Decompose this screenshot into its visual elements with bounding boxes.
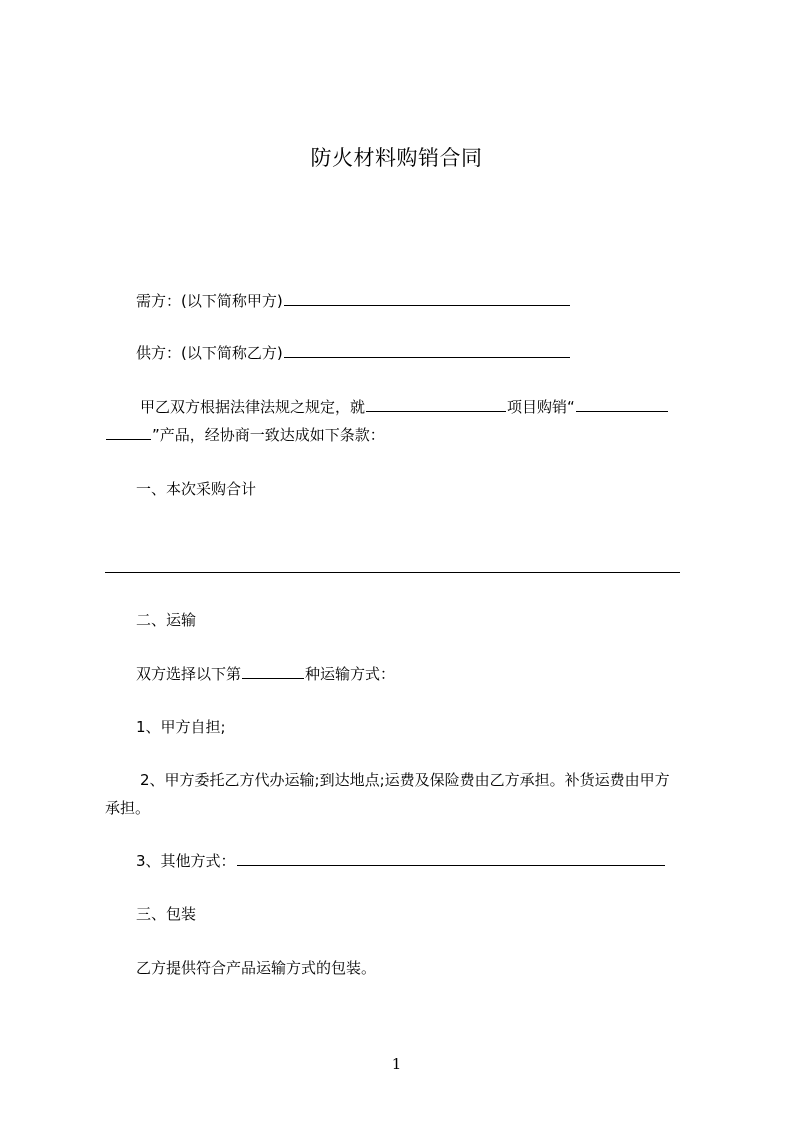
transport-choice-text-1: 双方选择以下第 — [136, 665, 242, 683]
section1-heading: 一、本次采购合计 — [136, 480, 257, 498]
intro-text-1: 甲乙双方根据法律法规之规定，就 — [140, 398, 366, 416]
supplier-line — [136, 342, 571, 364]
section2-heading: 二、运输 — [136, 611, 197, 629]
document-title: 防火材料购销合同 — [310, 146, 483, 170]
transport-option-1: 1、甲方自担; — [136, 718, 226, 736]
product-name-blank-part2[interactable] — [106, 425, 151, 440]
transport-choice-text-2: 种运输方式： — [305, 665, 396, 683]
buyer-label: 需方：(以下简称甲方) — [136, 292, 283, 310]
transport-option-2-line-2: 承担。 — [105, 799, 151, 817]
transport-option-blank[interactable] — [242, 664, 304, 679]
intro-text-3: ”产品，经协商一致达成如下条款： — [152, 426, 385, 444]
transport-option-2-line-1: 2、甲方委托乙方代办运输;到达地点;运费及保险费由乙方承担。补货运费由甲方 — [140, 771, 670, 789]
intro-line-1 — [140, 396, 669, 418]
packaging-text: 乙方提供符合产品运输方式的包装。 — [136, 959, 377, 977]
transport-option-3-label: 3、其他方式： — [136, 852, 236, 870]
product-name-blank-part1[interactable] — [576, 397, 668, 412]
transport-choice-line — [136, 663, 395, 685]
supplier-name-blank[interactable] — [284, 343, 570, 358]
section3-heading: 三、包装 — [136, 905, 197, 923]
buyer-name-blank[interactable] — [284, 291, 570, 306]
intro-line-2 — [105, 424, 385, 446]
transport-option-3-line — [136, 850, 666, 872]
intro-text-2: 项目购销“ — [507, 398, 575, 416]
page-number: 1 — [391, 1055, 402, 1073]
other-method-blank[interactable] — [237, 851, 665, 866]
project-name-blank[interactable] — [366, 397, 506, 412]
purchase-total-blank[interactable] — [105, 572, 680, 573]
supplier-label: 供方：(以下简称乙方) — [136, 344, 283, 362]
buyer-line — [136, 290, 571, 312]
